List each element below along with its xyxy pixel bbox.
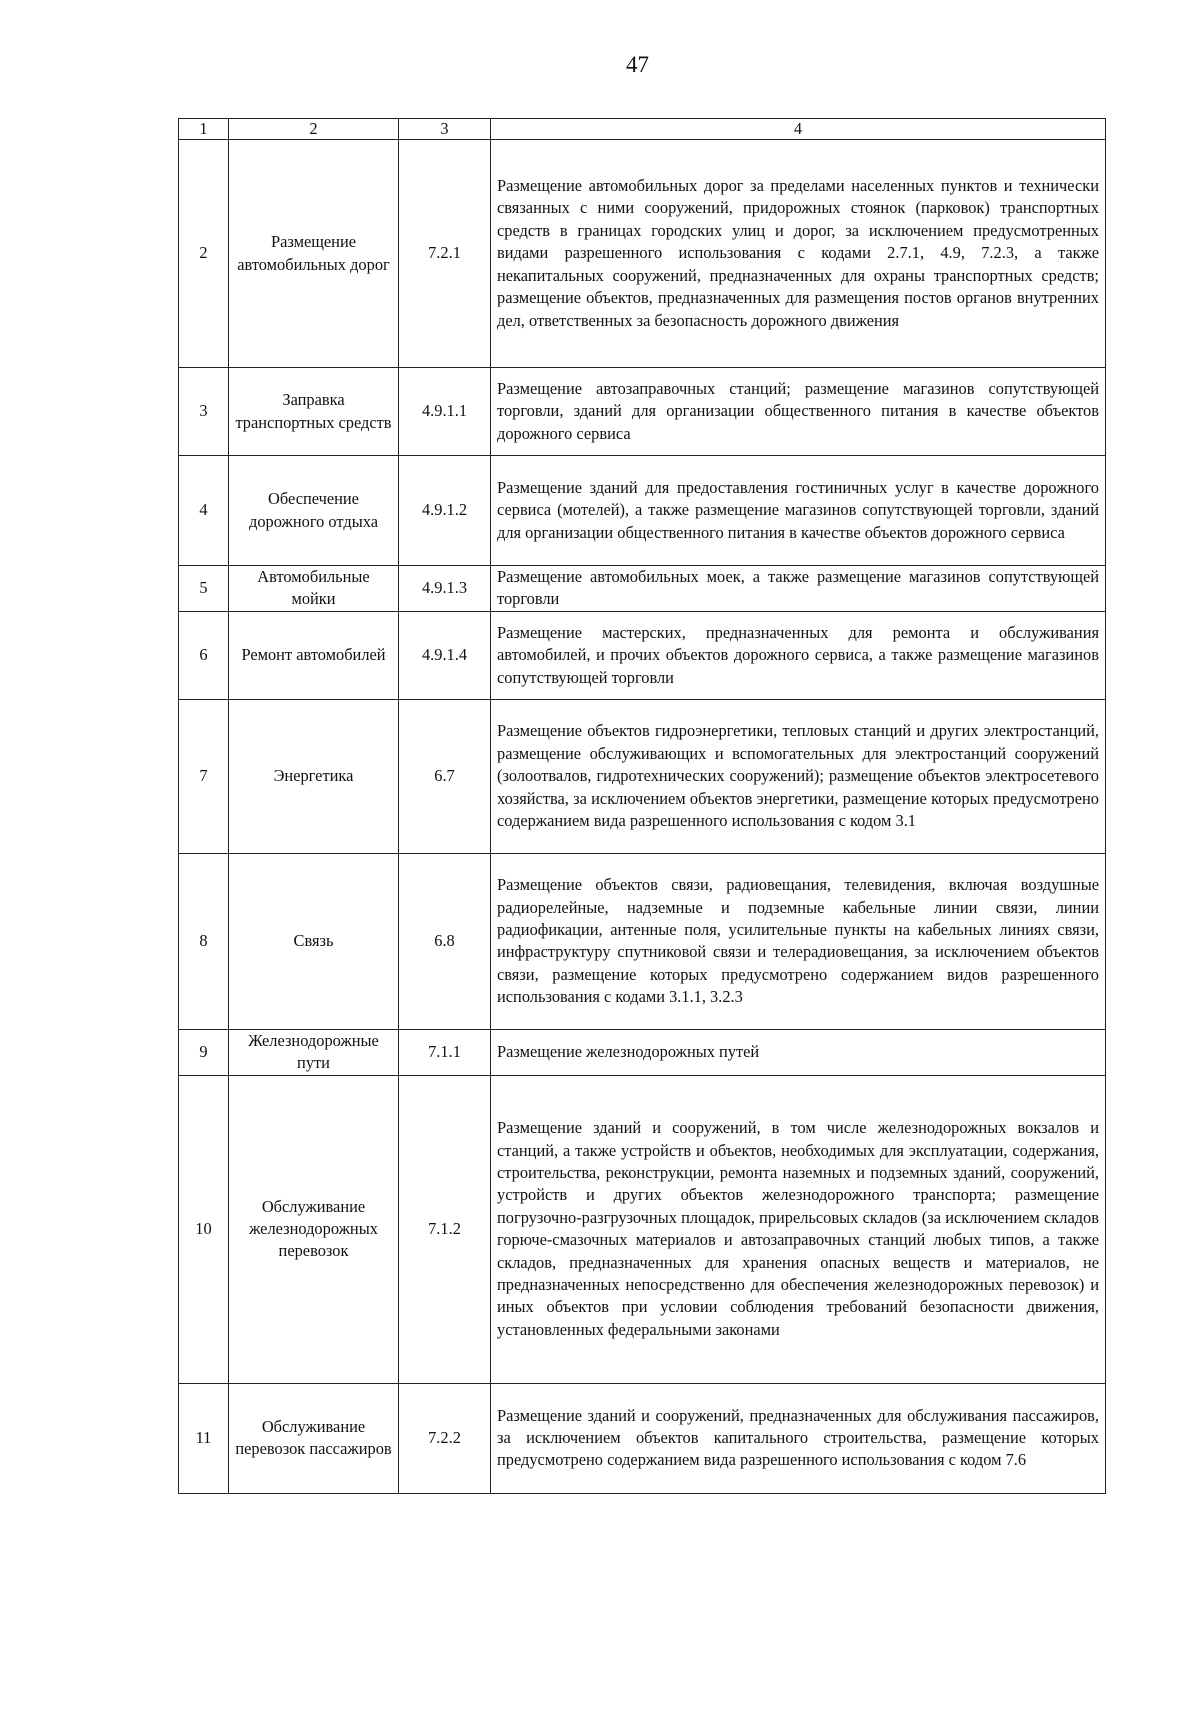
table-row [179, 699, 1106, 853]
table-row [179, 140, 1106, 368]
land-use-description: Размещение зданий и сооружений, в том числе железнодорожных вокзалов и станций, а также устройств и объектов, необходимых для эксплуатации, содержания, строительства, реконструкции, ремонта наземных и подземных зданий, сооружений, устройств и других объектов железнодорожного транспорта; размещение погрузочно-разгрузочных площадок, прирельсовых складов (за исключением складов горюче-смазочных материалов и автозаправочных станций любых типов, а также складов, предназначенных для хранения опасных веществ и материалов, не предназначенных непосредственно для обеспечения железнодорожных перевозок) и иных объектов при условии соблюдения требований безопасности движения, установленных федеральными законами [491, 1075, 1106, 1383]
land-use-code: 6.7 [399, 699, 491, 853]
land-use-code: 6.8 [399, 853, 491, 1029]
land-use-code: 4.9.1.4 [399, 611, 491, 699]
row-number: 11 [179, 1383, 229, 1493]
land-use-description: Размещение объектов связи, радиовещания, телевидения, включая воздушные радиорелейные, надземные и подземные кабельные линии связи, линии радиофикации, антенные поля, усилительные пункты на кабельных линиях связи, инфраструктуру спутниковой связи и телерадиовещания, за исключением объектов связи, размещение которых предусмотрено содержанием видов разрешенного использования с кодами 3.1.1, 3.2.3 [491, 853, 1106, 1029]
land-use-description: Размещение автомобильных моек, а также размещение магазинов сопутствующей торговли [491, 566, 1106, 612]
column-header-4: 4 [491, 119, 1106, 140]
land-use-code: 4.9.1.2 [399, 456, 491, 566]
page-number: 47 [626, 52, 649, 77]
land-use-name: Обеспечение дорожного отдыха [229, 456, 399, 566]
land-use-description: Размещение зданий для предоставления гостиничных услуг в качестве дорожного сервиса (мотелей), а также размещение магазинов сопутствующей торговли, зданий для организации общественного питания в качестве объектов дорожного сервиса [491, 456, 1106, 566]
land-use-code: 7.2.2 [399, 1383, 491, 1493]
land-use-code: 7.2.1 [399, 140, 491, 368]
land-use-name: Автомобильные мойки [229, 566, 399, 612]
land-use-description: Размещение автомобильных дорог за пределами населенных пунктов и технически связанных с ними сооружений, придорожных стоянок (парковок) транспортных средств в границах городских улиц и дорог, за исключением предусмотренных видами разрешенного использования с кодами 2.7.1, 4.9, 7.2.3, а также некапитальных сооружений, предназначенных для охраны транспортных средств; размещение объектов, предназначенных для размещения постов органов внутренних дел, ответственных за безопасность дорожного движения [491, 140, 1106, 368]
table-row [179, 1075, 1106, 1383]
land-use-description: Размещение железнодорожных путей [491, 1029, 1106, 1075]
land-use-name: Энергетика [229, 699, 399, 853]
column-header-1: 1 [179, 119, 229, 140]
row-number: 9 [179, 1029, 229, 1075]
land-use-code: 7.1.1 [399, 1029, 491, 1075]
land-use-description: Размещение мастерских, предназначенных для ремонта и обслуживания автомобилей, и прочих объектов дорожного сервиса, а также размещение магазинов сопутствующей торговли [491, 611, 1106, 699]
land-use-code: 4.9.1.1 [399, 368, 491, 456]
table-row [179, 1383, 1106, 1493]
row-number: 10 [179, 1075, 229, 1383]
column-header-2: 2 [229, 119, 399, 140]
table-row [179, 1029, 1106, 1075]
table-row [179, 456, 1106, 566]
row-number: 4 [179, 456, 229, 566]
table-row [179, 368, 1106, 456]
land-use-name: Железнодорожные пути [229, 1029, 399, 1075]
land-use-name: Размещение автомобильных дорог [229, 140, 399, 368]
column-header-3: 3 [399, 119, 491, 140]
land-use-name: Ремонт автомобилей [229, 611, 399, 699]
table-row [179, 853, 1106, 1029]
land-use-name: Связь [229, 853, 399, 1029]
row-number: 6 [179, 611, 229, 699]
land-use-name: Заправка транспортных средств [229, 368, 399, 456]
land-use-description: Размещение зданий и сооружений, предназначенных для обслуживания пассажиров, за исключением объектов капитального строительства, размещение которых предусмотрено содержанием вида разрешенного использования с кодом 7.6 [491, 1383, 1106, 1493]
table-header-row [179, 119, 1106, 140]
row-number: 5 [179, 566, 229, 612]
row-number: 8 [179, 853, 229, 1029]
land-use-code: 4.9.1.3 [399, 566, 491, 612]
land-use-description: Размещение объектов гидроэнергетики, тепловых станций и других электростанций, размещение обслуживающих и вспомогательных для электростанций сооружений (золоотвалов, гидротехнических сооружений); размещение объектов электросетевого хозяйства, за исключением объектов энергетики, размещение которых предусмотрено содержанием вида разрешенного использования с кодом 3.1 [491, 699, 1106, 853]
row-number: 7 [179, 699, 229, 853]
row-number: 2 [179, 140, 229, 368]
land-use-code: 7.1.2 [399, 1075, 491, 1383]
table-row [179, 611, 1106, 699]
land-use-description: Размещение автозаправочных станций; размещение магазинов сопутствующей торговли, зданий для организации общественного питания в качестве объектов дорожного сервиса [491, 368, 1106, 456]
land-use-name: Обслуживание железнодорожных перевозок [229, 1075, 399, 1383]
table-row [179, 566, 1106, 612]
row-number: 3 [179, 368, 229, 456]
land-use-table [178, 118, 1106, 1494]
land-use-name: Обслуживание перевозок пассажиров [229, 1383, 399, 1493]
